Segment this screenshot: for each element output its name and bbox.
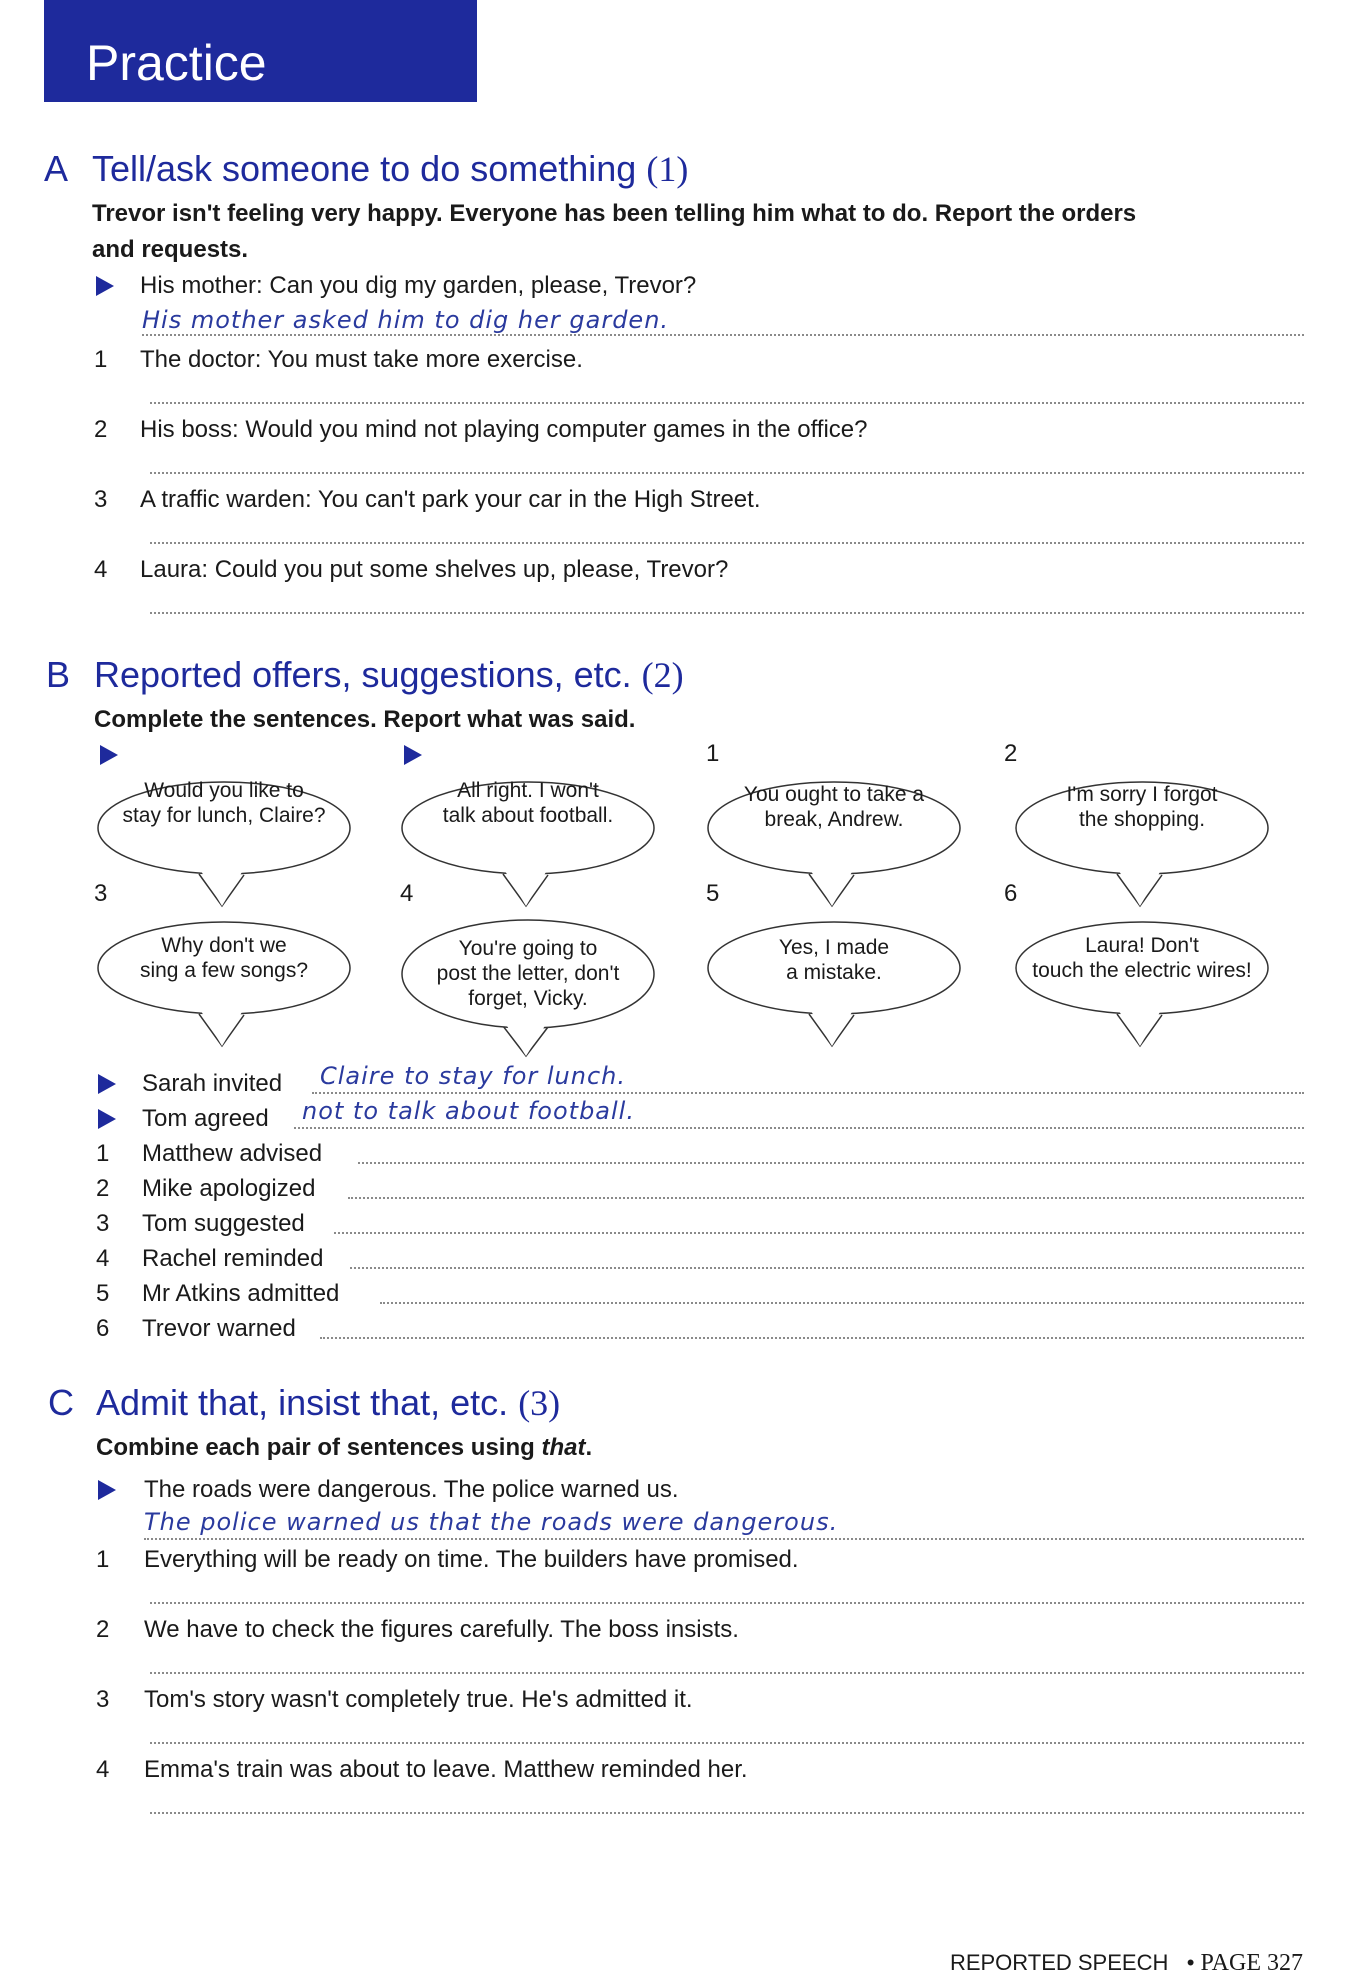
section-b-letter: B (46, 654, 71, 695)
answer-line[interactable] (150, 1812, 1304, 1814)
bubble-text (408, 778, 648, 828)
bubble-text (408, 936, 648, 1011)
footer-bullet: • (1186, 1950, 1195, 1975)
bubble-line: a mistake. (786, 961, 882, 984)
section-b-item-2-lead: Mike apologized (142, 1175, 316, 1202)
bubble-line: You're going to (458, 937, 598, 960)
section-b-item-4-lead: Rachel reminded (142, 1245, 324, 1272)
section-b-example-1-lead: Sarah invited (142, 1070, 283, 1097)
item-number: 1 (94, 346, 108, 373)
item-number: 2 (94, 416, 108, 443)
section-b-title-text: Reported offers, suggestions, etc. (94, 654, 632, 695)
section-b-title (94, 654, 684, 696)
section-a-letter: A (44, 148, 69, 189)
answer-line[interactable] (150, 402, 1304, 404)
bubble-text (1022, 933, 1262, 983)
section-b-item-3-lead: Tom suggested (142, 1210, 305, 1237)
item-number: 4 (96, 1245, 110, 1272)
item-number: 2 (96, 1175, 110, 1202)
item-number: 6 (96, 1315, 110, 1342)
section-a-instructions-line1: Trevor isn't feeling very happy. Everyone has been telling him what to do. Report the orders (92, 200, 1137, 227)
bubble-line: Laura! Don't (1085, 934, 1199, 957)
example-arrow-icon (98, 1109, 116, 1129)
item-number: 4 (94, 556, 108, 583)
bubble-text (1022, 782, 1262, 832)
section-c-letter: C (48, 1382, 74, 1423)
example-arrow-icon (96, 276, 114, 296)
page-title: Practice (86, 35, 267, 91)
example-arrow-icon (98, 1074, 116, 1094)
example-arrow-icon (404, 745, 422, 765)
example-arrow-icon (100, 745, 118, 765)
speech-bubble (1012, 912, 1282, 1062)
bubble-line: post the letter, don't (436, 962, 620, 985)
section-b-ref: (2) (641, 655, 684, 695)
section-c-instructions-emphasis: that (541, 1434, 586, 1461)
answer-line[interactable] (334, 1232, 1304, 1234)
bubble-line: Yes, I made (778, 936, 890, 959)
footer-section-name: REPORTED SPEECH (949, 1950, 1169, 1975)
bubble-line: You ought to take a (743, 783, 925, 806)
bubble-line: stay for lunch, Claire? (122, 804, 326, 827)
speech-bubble (94, 912, 364, 1062)
answer-line[interactable] (320, 1337, 1304, 1339)
speech-bubble (398, 772, 668, 922)
section-b-example-1-answer: Claire to stay for lunch. (320, 1062, 626, 1090)
bubble-text (104, 778, 344, 828)
answer-line[interactable] (150, 612, 1304, 614)
section-c-item-2: We have to check the figures carefully. The boss insists. (144, 1616, 739, 1643)
bubble-line: touch the electric wires! (1032, 959, 1252, 982)
section-a-title (92, 148, 688, 190)
section-b-item-1-lead: Matthew advised (142, 1140, 323, 1167)
section-c-example-answer: The police warned us that the roads were dangerous. (144, 1508, 839, 1536)
item-number: 5 (96, 1280, 110, 1307)
section-c-example-question: The roads were dangerous. The police warned us. (144, 1476, 679, 1503)
section-a-item-2: His boss: Would you mind not playing computer games in the office? (140, 416, 868, 443)
answer-line[interactable] (150, 1742, 1304, 1744)
page-footer (950, 1950, 1303, 1977)
example-arrow-icon (98, 1480, 116, 1500)
section-b-example-2-lead: Tom agreed (142, 1105, 269, 1132)
section-c-title (96, 1382, 560, 1424)
item-number: 3 (96, 1210, 110, 1237)
section-a-title-text: Tell/ask someone to do something (92, 148, 637, 189)
section-b-example-2-answer: not to talk about football. (302, 1097, 635, 1125)
bubble-number: 6 (1004, 880, 1018, 907)
answer-line[interactable] (348, 1197, 1304, 1199)
answer-line[interactable] (380, 1302, 1304, 1304)
bubble-line: talk about football. (442, 804, 614, 827)
section-c-instructions-text: Combine each pair of sentences using (96, 1434, 542, 1461)
answer-line[interactable] (294, 1127, 1304, 1129)
section-b-item-5-lead: Mr Atkins admitted (142, 1280, 340, 1307)
bubble-line: break, Andrew. (764, 808, 904, 831)
bubble-line: forget, Vicky. (468, 987, 588, 1010)
answer-line[interactable] (150, 1672, 1304, 1674)
header-banner (44, 0, 477, 102)
section-c-instructions-period: . (585, 1434, 593, 1461)
section-a-instructions (92, 196, 1312, 268)
item-number: 3 (96, 1686, 110, 1713)
section-b-item-6-lead: Trevor warned (142, 1315, 296, 1342)
bubble-number: 4 (400, 880, 414, 907)
bubble-line: Would you like to (144, 779, 304, 802)
answer-line[interactable] (350, 1267, 1304, 1269)
section-a-item-1: The doctor: You must take more exercise. (140, 346, 583, 373)
bubble-line: sing a few songs? (139, 959, 309, 982)
speech-bubble (1012, 772, 1282, 922)
section-a-item-4: Laura: Could you put some shelves up, please, Trevor? (140, 556, 729, 583)
section-c-title-text: Admit that, insist that, etc. (96, 1382, 509, 1423)
item-number: 2 (96, 1616, 110, 1643)
item-number: 1 (96, 1546, 110, 1573)
bubble-text (714, 935, 954, 985)
bubble-number: 2 (1004, 740, 1018, 767)
speech-bubble (94, 772, 364, 922)
answer-line[interactable] (358, 1162, 1304, 1164)
section-c-instructions (96, 1430, 592, 1466)
bubble-text (104, 933, 344, 983)
section-a-example-question: His mother: Can you dig my garden, please, Trevor? (140, 272, 697, 299)
item-number: 1 (96, 1140, 110, 1167)
answer-line[interactable] (150, 472, 1304, 474)
item-number: 4 (96, 1756, 110, 1783)
page-number: PAGE 327 (1200, 1950, 1303, 1976)
bubble-line: the shopping. (1078, 808, 1206, 831)
section-a-item-3: A traffic warden: You can't park your car in the High Street. (140, 486, 761, 513)
section-a-ref: (1) (646, 149, 689, 189)
bubble-line: All right. I won't (457, 779, 599, 802)
section-a-instructions-line2: and requests. (92, 236, 249, 263)
section-c-ref: (3) (518, 1383, 561, 1423)
section-c-item-1: Everything will be ready on time. The builders have promised. (144, 1546, 799, 1573)
section-a-example-answer: His mother asked him to dig her garden. (142, 306, 670, 334)
bubble-number: 5 (706, 880, 720, 907)
speech-bubble (704, 912, 974, 1062)
bubble-number: 3 (94, 880, 108, 907)
item-number: 3 (94, 486, 108, 513)
answer-line[interactable] (312, 1092, 1304, 1094)
section-c-item-3: Tom's story wasn't completely true. He's admitted it. (144, 1686, 693, 1713)
answer-line[interactable] (144, 1538, 1304, 1540)
bubble-line: Why don't we (161, 934, 287, 957)
speech-bubble (398, 912, 668, 1062)
bubble-text (714, 782, 954, 832)
speech-bubble (704, 772, 974, 922)
bubble-line: I'm sorry I forgot (1066, 783, 1218, 806)
answer-line[interactable] (142, 334, 1304, 336)
answer-line[interactable] (150, 542, 1304, 544)
section-b-instructions: Complete the sentences. Report what was said. (94, 706, 636, 733)
section-c-item-4: Emma's train was about to leave. Matthew reminded her. (144, 1756, 748, 1783)
bubble-number: 1 (706, 740, 720, 767)
answer-line[interactable] (150, 1602, 1304, 1604)
